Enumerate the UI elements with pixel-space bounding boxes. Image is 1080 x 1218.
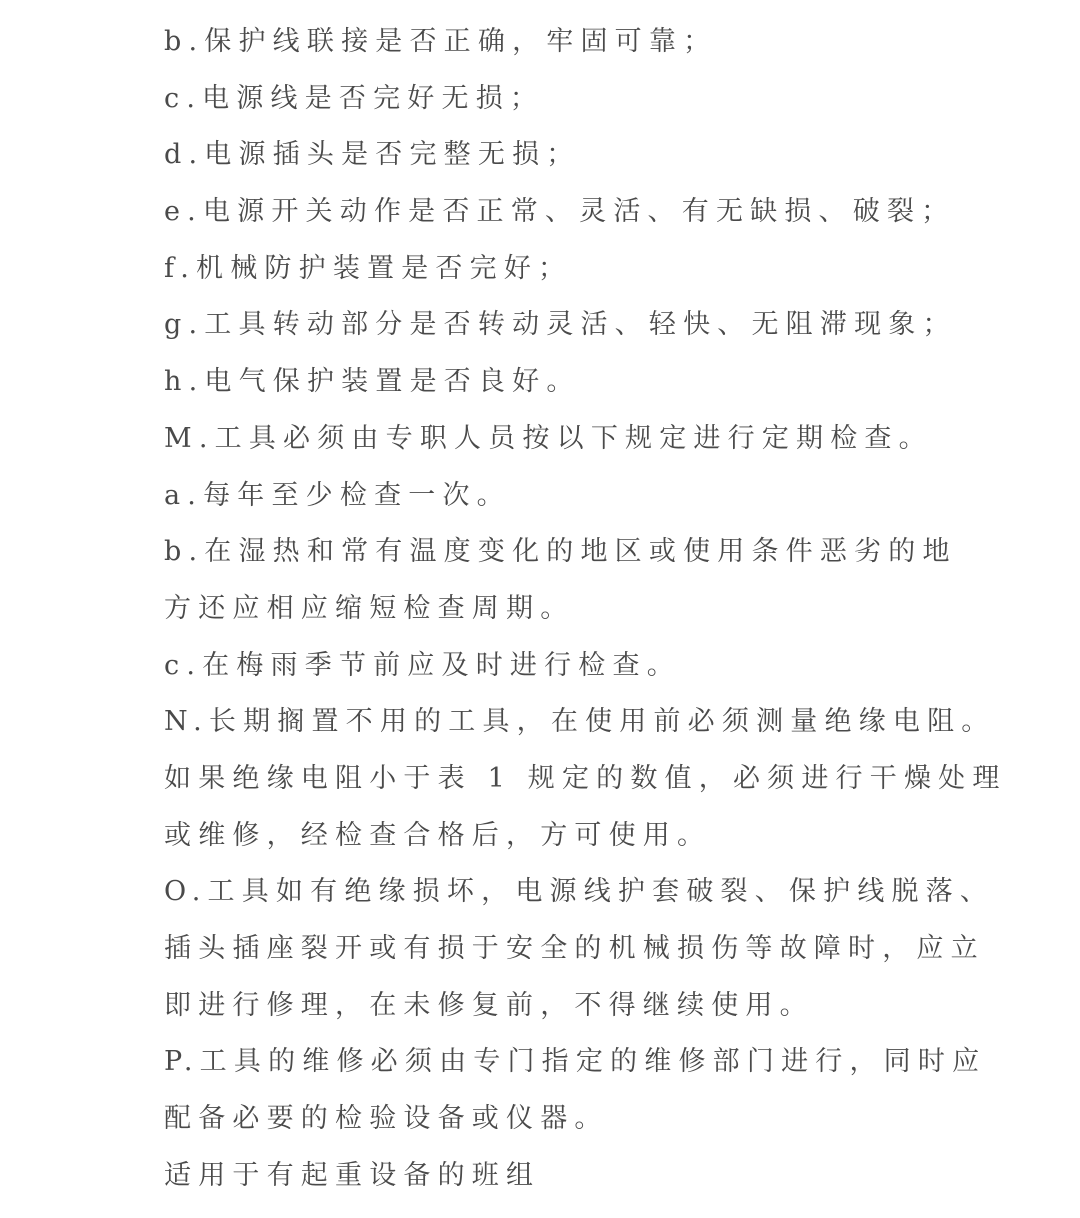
text-line-a-yearly-check: a.每年至少检查一次。 xyxy=(164,479,511,511)
text-line-n-unused-tools: N.长期搁置不用的工具，在使用前必须测量绝缘电阻。 xyxy=(164,706,996,738)
text-line-g-rotating-parts: g.工具转动部分是否转动灵活、轻快、无阻滞现象； xyxy=(164,309,957,341)
text-line-o-plug-socket: 插头插座裂开或有损于安全的机械损伤等故障时，应立 xyxy=(164,933,985,964)
text-line-p-maintenance: P.工具的维修必须由专门指定的维修部门进行，同时应 xyxy=(164,1046,987,1078)
text-line-c-rainy-season: c.在梅雨季节前应及时进行检查。 xyxy=(164,649,681,681)
text-line-o-insulation-damage: O.工具如有绝缘损坏，电源线护套破裂、保护线脱落、 xyxy=(164,876,995,908)
text-line-m-periodic-inspection: M.工具必须由专职人员按以下规定进行定期检查。 xyxy=(164,422,933,454)
text-line-n-continued: 或维修，经检查合格后，方可使用。 xyxy=(164,819,712,851)
text-line-h-electrical-protection: h.电气保护装置是否良好。 xyxy=(164,366,581,398)
text-line-b-humid-areas: b.在湿热和常有温度变化的地区或使用条件恶劣的地 xyxy=(164,536,957,568)
text-line-p-continued: 配备必要的检验设备或仪器。 xyxy=(164,1103,609,1135)
text-line-b-continued: 方还应相应缩短检查周期。 xyxy=(164,592,575,624)
text-line-d-power-plug: d.电源插头是否完整无损； xyxy=(164,139,581,171)
text-line-n-insulation-resistance: 如果绝缘电阻小于表 1 规定的数值，必须进行干燥处理 xyxy=(164,762,1007,794)
document-body xyxy=(164,14,1007,1204)
text-line-e-power-switch: e.电源开关动作是否正常、灵活、有无缺损、破裂； xyxy=(164,196,956,228)
section-heading-lifting-equipment: 适用于有起重设备的班组 xyxy=(164,1159,541,1191)
text-line-o-continued: 即进行修理，在未修复前，不得继续使用。 xyxy=(164,989,814,1021)
text-line-c-power-cord: c.电源线是否完好无损； xyxy=(164,82,545,114)
text-line-f-mechanical-guard: f.机械防护装置是否完好； xyxy=(164,252,573,284)
text-line-b-protective-wire: b.保护线联接是否正确，牢固可靠； xyxy=(164,26,718,57)
